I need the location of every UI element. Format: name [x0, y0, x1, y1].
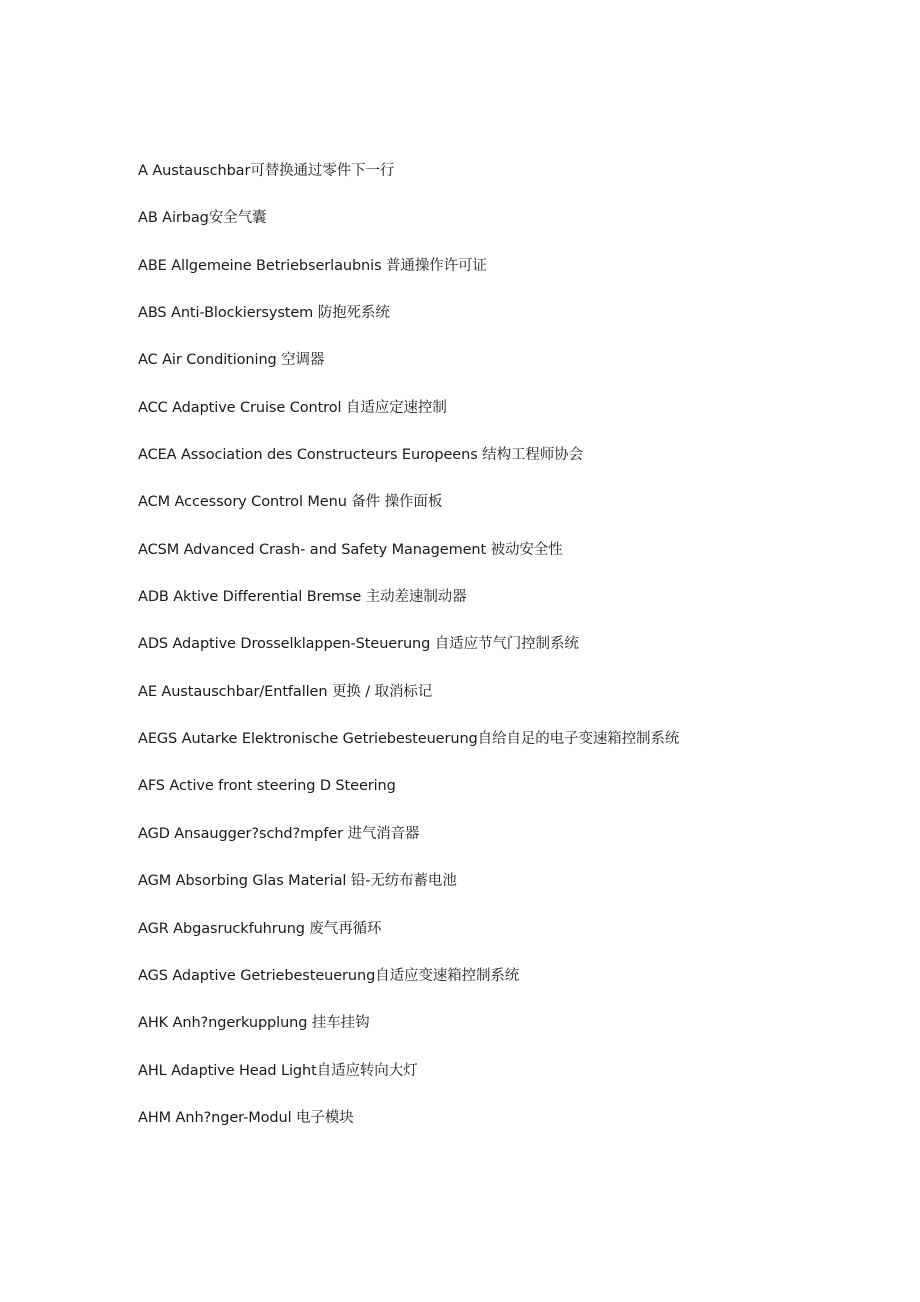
abbreviation-entry: ACSM Advanced Crash- and Safety Management 被动安全性 [138, 541, 563, 558]
abbreviation-list [138, 160, 838, 1154]
abbreviation-entry: AE Austauschbar/Entfallen 更换 / 取消标记 [138, 683, 433, 700]
abbreviation-entry: ABE Allgemeine Betriebserlaubnis 普通操作许可证 [138, 257, 487, 274]
abbreviation-entry: AGS Adaptive Getriebesteuerung自适应变速箱控制系统 [138, 967, 520, 984]
abbreviation-entry: ADB Aktive Differential Bremse 主动差速制动器 [138, 589, 467, 606]
abbreviation-entry: AB Airbag安全气囊 [138, 210, 267, 227]
abbreviation-entry: AC Air Conditioning 空调器 [138, 352, 325, 369]
abbreviation-entry: AEGS Autarke Elektronische Getriebesteuerung自给自足的电子变速箱控制系统 [138, 731, 680, 748]
abbreviation-entry: A Austauschbar可替换通过零件下一行 [138, 163, 395, 179]
abbreviation-entry: AHL Adaptive Head Light自适应转向大灯 [138, 1062, 418, 1079]
abbreviation-entry: ACEA Association des Constructeurs Europeens 结构工程师协会 [138, 447, 583, 464]
abbreviation-entry: ACM Accessory Control Menu 备件 操作面板 [138, 494, 443, 511]
abbreviation-entry: AGD Ansaugger?schd?mpfer 进气消音器 [138, 825, 420, 842]
abbreviation-entry: AGM Absorbing Glas Material 铅-无纺布蓄电池 [138, 873, 457, 890]
abbreviation-entry: ACC Adaptive Cruise Control 自适应定速控制 [138, 399, 447, 416]
abbreviation-entry: AFS Active front steering D Steering [138, 778, 396, 795]
abbreviation-entry: ABS Anti-Blockiersystem 防抱死系统 [138, 305, 390, 322]
abbreviation-entry: AHM Anh?nger-Modul 电子模块 [138, 1109, 354, 1126]
abbreviation-entry: AHK Anh?ngerkupplung 挂车挂钩 [138, 1015, 370, 1032]
abbreviation-entry: ADS Adaptive Drosselklappen-Steuerung 自适应节气门控制系统 [138, 636, 579, 653]
abbreviation-entry: AGR Abgasruckfuhrung 废气再循环 [138, 920, 382, 937]
